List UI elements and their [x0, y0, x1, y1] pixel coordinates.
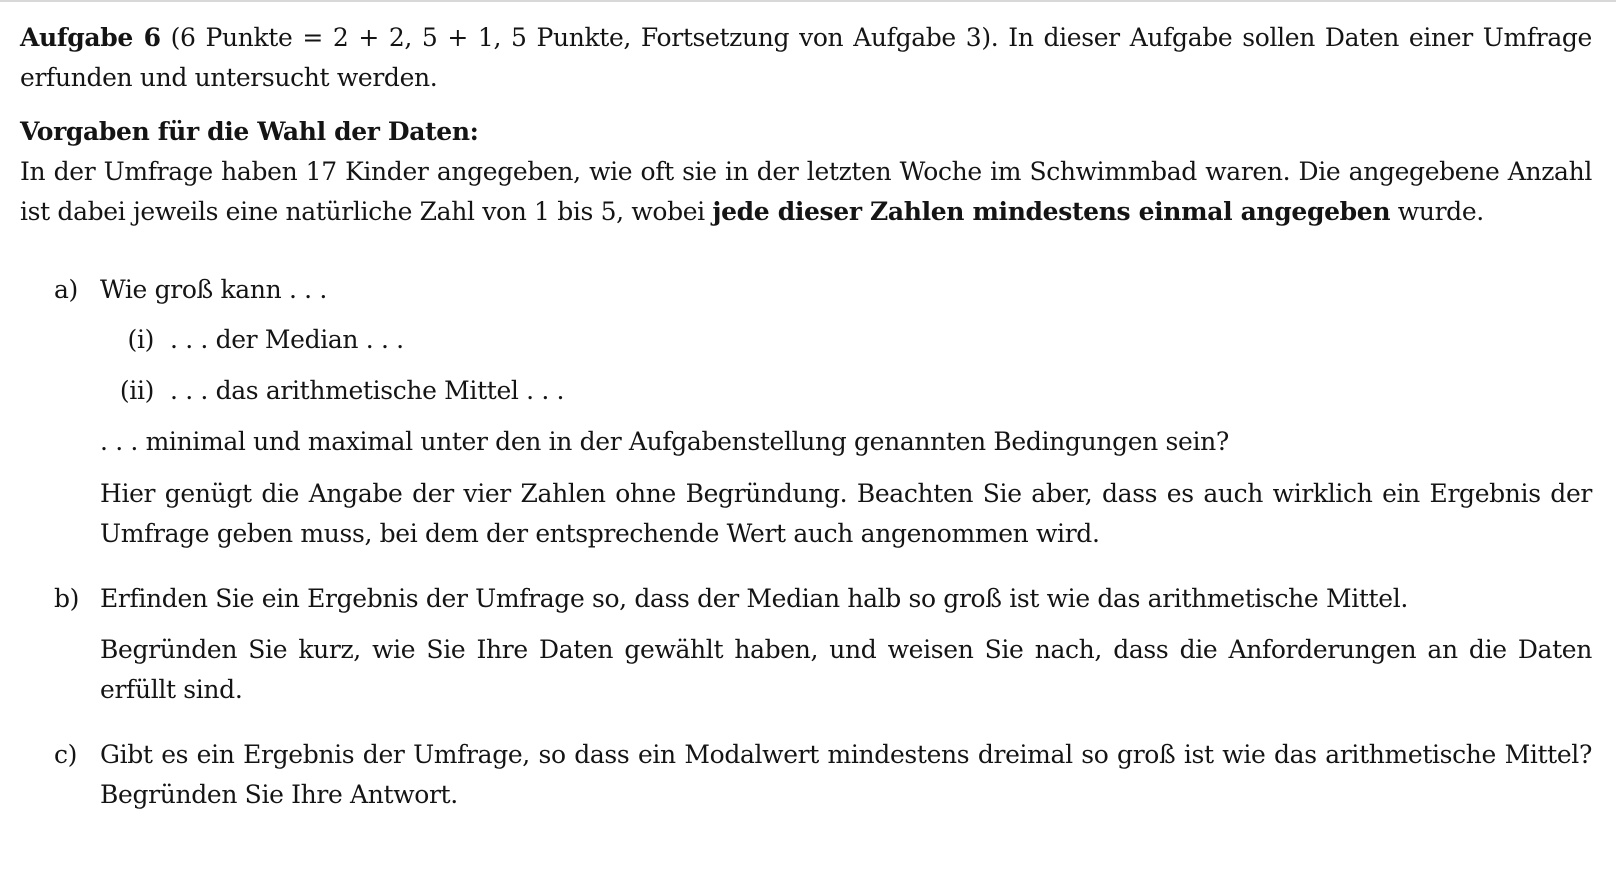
task-c: [20, 735, 1592, 815]
task-a-sub-i-text: . . . der Median . . .: [170, 325, 404, 354]
exercise-header: [20, 18, 1592, 98]
task-a-sub-ii-label: (ii): [119, 376, 154, 405]
exercise-title: Aufgabe 6: [20, 23, 161, 52]
task-a-continuation: [20, 422, 1592, 462]
vorgaben-text-after: wurde.: [1397, 197, 1484, 226]
vorgaben-text-bold: jede dieser Zahlen mindestens einmal angegeben: [712, 197, 1391, 226]
task-b-text: Erfinden Sie ein Ergebnis der Umfrage so, dass der Median halb so groß ist wie das arithmetische Mittel.: [100, 584, 1408, 613]
task-b: [20, 579, 1592, 619]
task-b-note: [20, 630, 1592, 710]
task-a-sub-i-label: (i): [127, 325, 154, 354]
task-a-sub-ii: [20, 371, 1592, 411]
task-c-label: c): [54, 740, 78, 769]
task-a-note-text: Hier genügt die Angabe der vier Zahlen ohne Begründung. Beachten Sie aber, dass es auch wirklich ein Ergebnis der Umfrage geben muss, bei dem der entsprechende Wert auch angenommen wird.: [100, 479, 1592, 548]
task-a-note: [20, 474, 1592, 554]
task-a-sub-ii-text: . . . das arithmetische Mittel . . .: [170, 376, 565, 405]
task-b-label: b): [54, 584, 80, 613]
vorgaben-text: [20, 152, 1592, 232]
task-a-label: a): [54, 275, 78, 304]
top-border: [0, 0, 1616, 2]
task-a-continuation-text: . . . minimal und maximal unter den in der Aufgabenstellung genannten Bedingungen sein?: [100, 427, 1229, 456]
exercise-intro: In dieser Aufgabe sollen Daten einer Umfrage erfunden und untersucht werden.: [20, 23, 1592, 92]
task-a-question: Wie groß kann . . .: [100, 275, 327, 304]
vorgaben-text-before: In der Umfrage haben 17 Kinder angegeben, wie oft sie in der letzten Woche im Schwimmbad waren. Die angegebene Anzahl ist dabei jeweils eine natürliche Zahl von 1 bis 5, wobei: [20, 157, 1592, 226]
vorgaben-heading: Vorgaben für die Wahl der Daten:: [20, 117, 479, 146]
task-c-text: Gibt es ein Ergebnis der Umfrage, so dass ein Modalwert mindestens dreimal so groß ist wie das arithmetische Mittel? Begründen Sie Ihre Antwort.: [100, 740, 1592, 809]
task-b-note-text: Begründen Sie kurz, wie Sie Ihre Daten gewählt haben, und weisen Sie nach, dass die Anforderungen an die Daten erfüllt sind.: [100, 635, 1592, 704]
task-a: [20, 270, 1592, 310]
exercise-points: (6 Punkte = 2 + 2, 5 + 1, 5 Punkte, Fortsetzung von Aufgabe 3).: [170, 23, 999, 52]
exercise-sheet: [20, 18, 1592, 815]
task-a-sub-i: [20, 320, 1592, 360]
